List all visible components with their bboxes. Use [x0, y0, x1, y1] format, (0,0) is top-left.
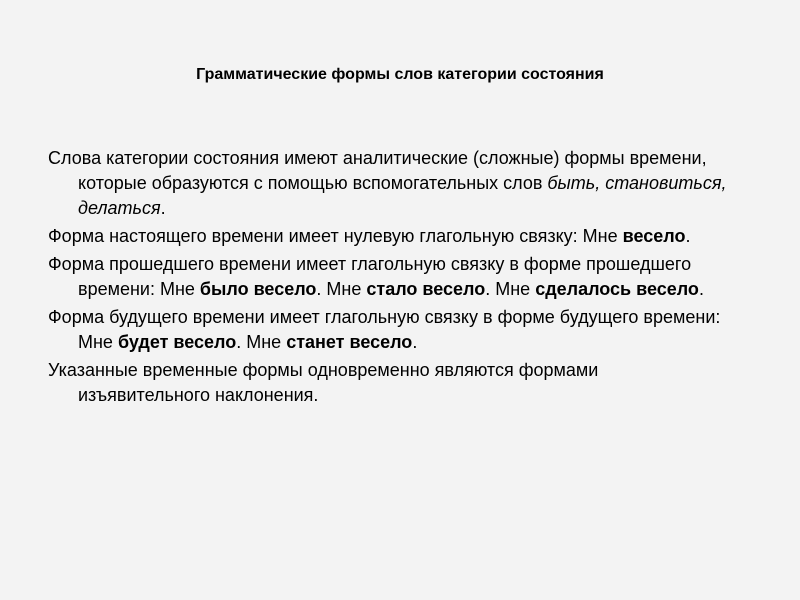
paragraph-present-tense	[48, 224, 728, 249]
paragraph-analytic-forms	[48, 146, 728, 221]
bold-text: будет весело	[117, 332, 237, 352]
slide-title: Грамматические формы слов категории состояния	[196, 66, 604, 83]
text: . Мне	[316, 279, 367, 299]
slide-body	[48, 146, 728, 411]
text: . Мне	[485, 279, 536, 299]
bold-text: стало весело	[366, 279, 486, 299]
text: .	[698, 279, 704, 299]
bold-text: было весело	[199, 279, 317, 299]
text: Указанные временные формы одновременно являются формами изъявительного наклонения.	[48, 360, 599, 405]
italic-text: быть, становиться, делаться	[78, 173, 727, 218]
paragraph-future-tense	[48, 305, 728, 355]
text: Форма настоящего времени имеет нулевую глагольную связку: Мне	[48, 226, 623, 246]
text: .	[412, 332, 418, 352]
text: Форма будущего времени имеет глагольную связку в форме будущего времени: Мне	[48, 307, 721, 352]
text: .	[685, 226, 691, 246]
text: .	[160, 198, 166, 218]
paragraph-indicative-mood	[48, 358, 728, 408]
bold-text: сделалось весело	[535, 279, 699, 299]
text: Форма прошедшего времени имеет глагольную связку в форме прошедшего времени: Мне	[48, 254, 692, 299]
text: . Мне	[236, 332, 287, 352]
bold-text: весело	[622, 226, 686, 246]
paragraph-past-tense	[48, 252, 728, 302]
bold-text: станет весело	[286, 332, 413, 352]
text: Слова категории состояния имеют аналитические (сложные) формы времени, которые образуются с помощью вспомогательных слов	[48, 148, 707, 193]
